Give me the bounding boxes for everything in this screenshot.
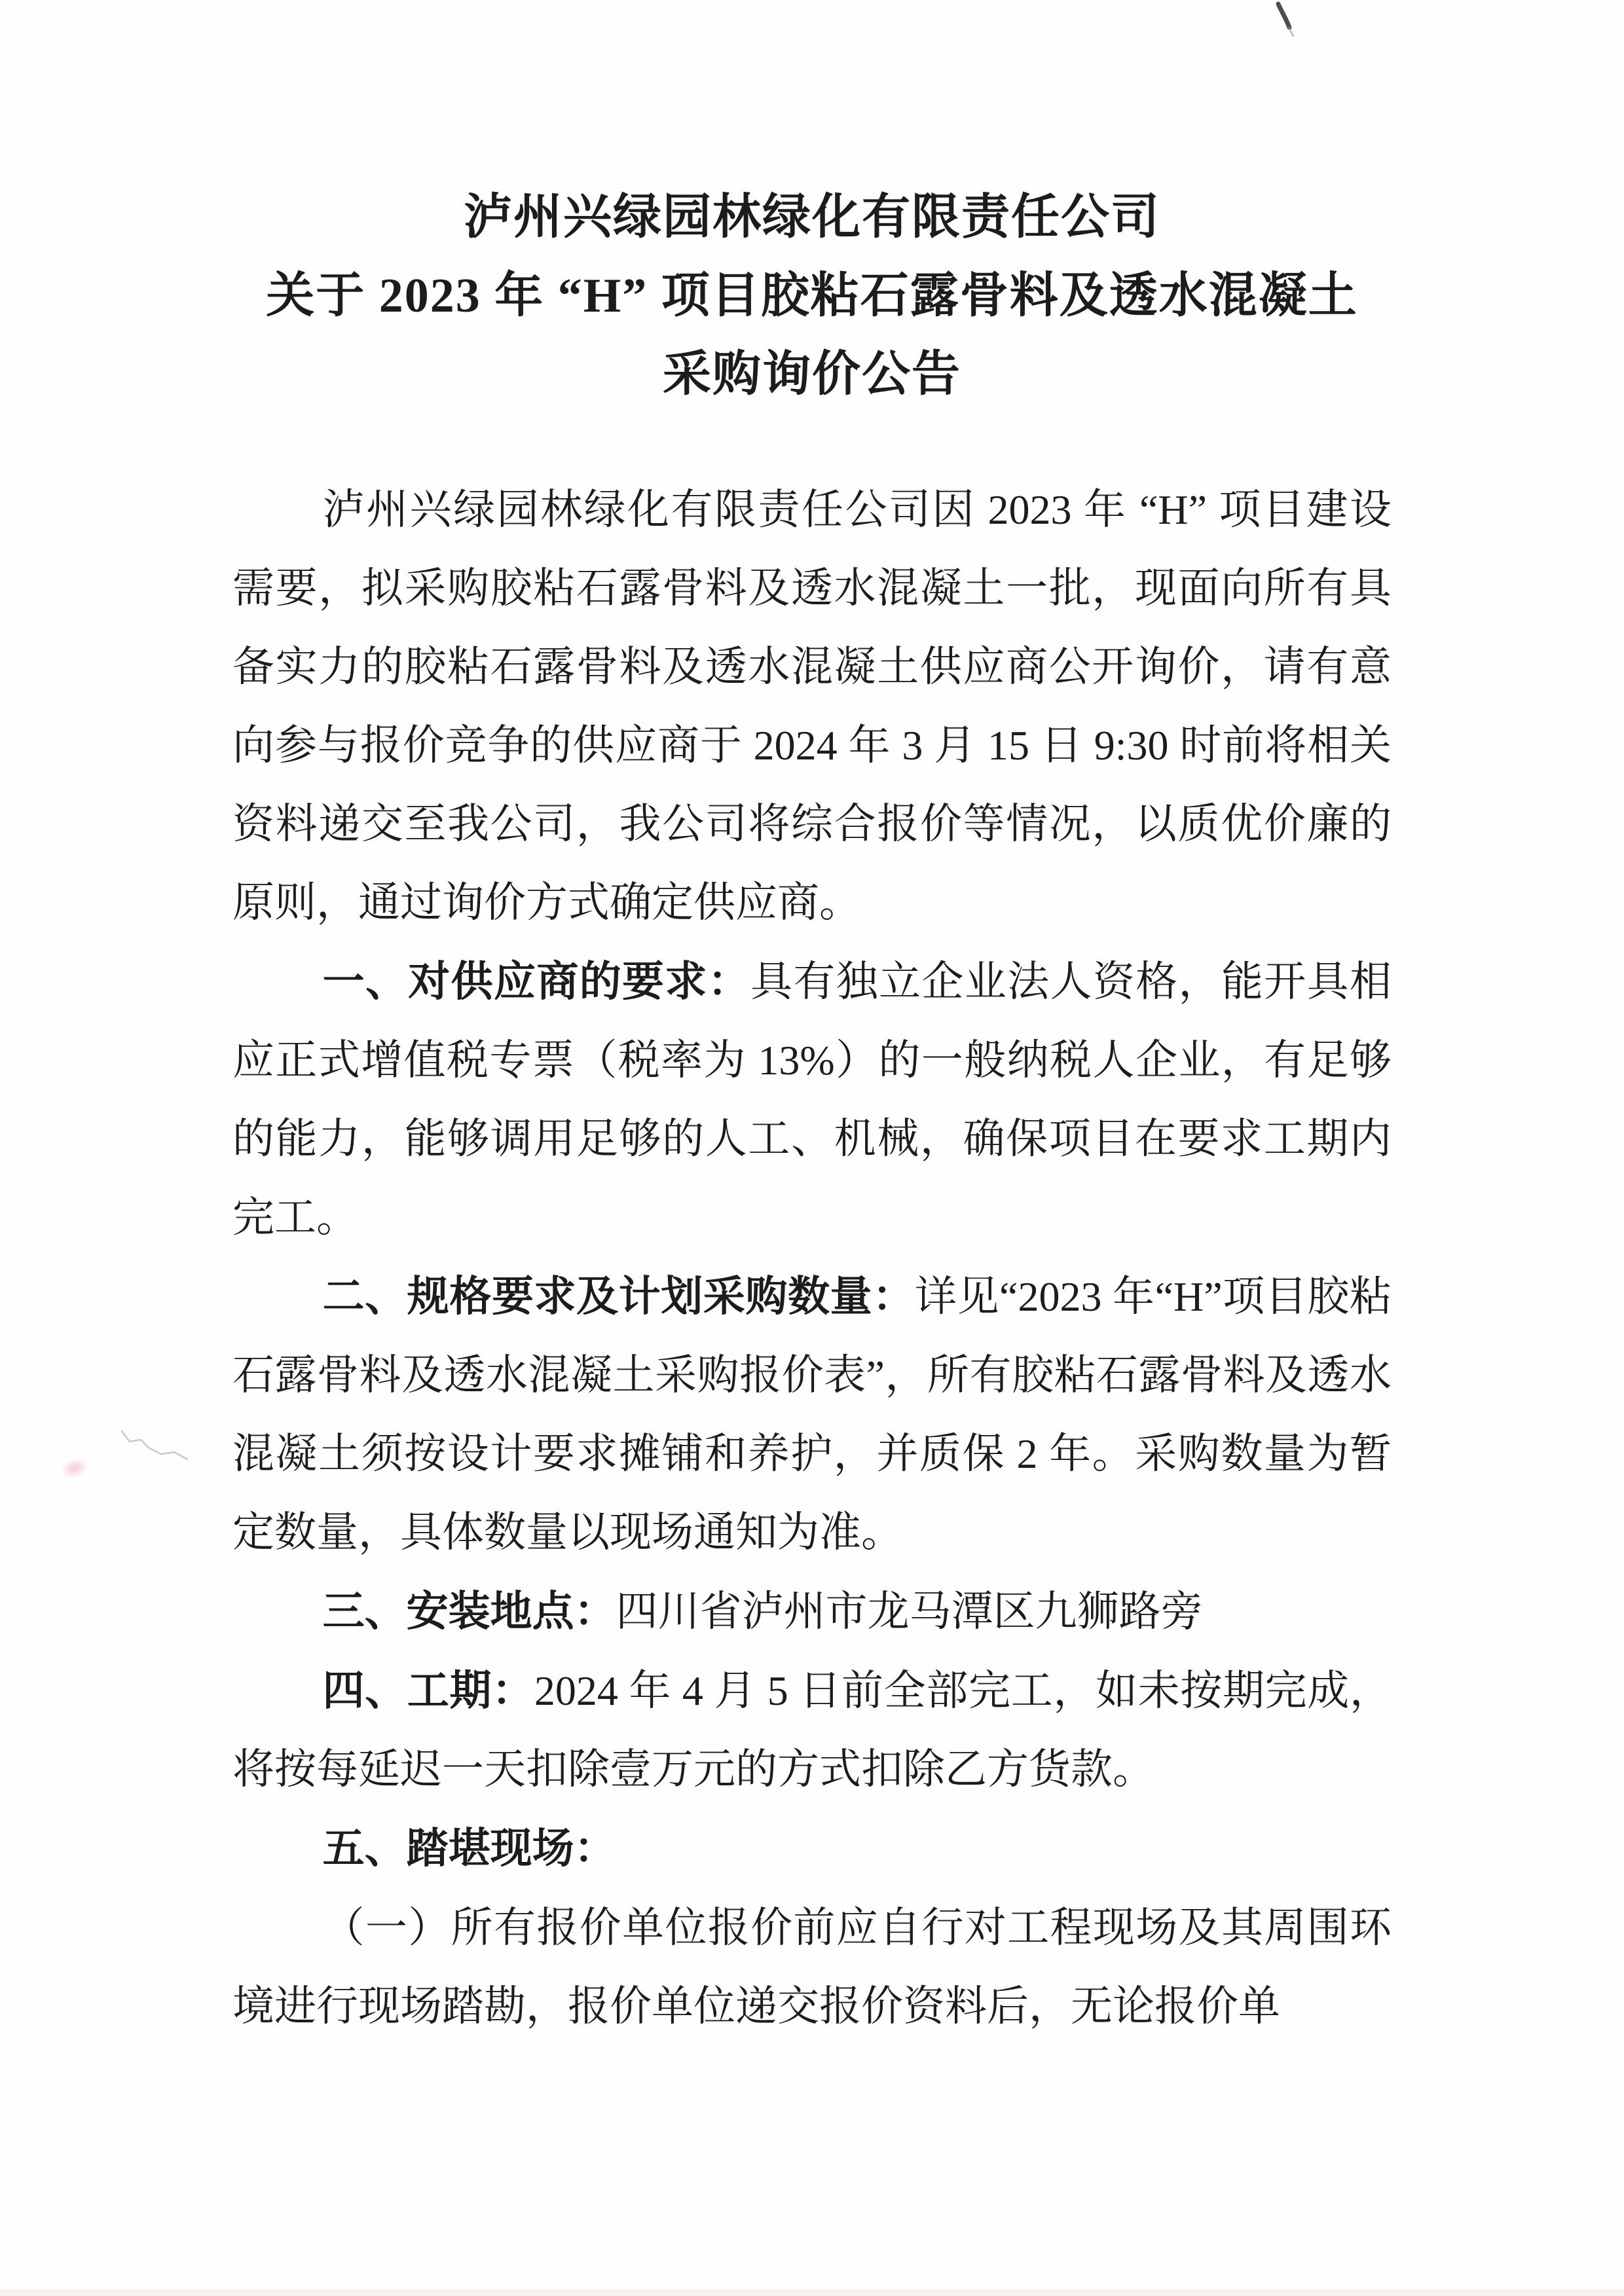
paragraph-section-4-schedule [232, 1651, 1392, 1809]
document-body [232, 470, 1392, 2046]
paragraph-site-visit-item-1 [232, 1888, 1392, 2046]
paragraph-text: 泸州兴绿园林绿化有限责任公司因 2023 年 “H” 项目建设需要，拟采购胶粘石露骨料及透水混凝土一批，现面向所有具备实力的胶粘石露骨料及透水混凝土供应商公开询价，请有意向参与报价竞争的供应商于 2024 年 3 月 15 日 9:30 时前将相关资料递交至我公司，我公司将综合报价等情况，以质优价廉的原则，通过询价方式确定供应商。 [232, 486, 1392, 926]
section-lead: 一、对供应商的要求： [322, 958, 751, 1005]
paragraph-section-5-site-visit [232, 1809, 1392, 1888]
paragraph-section-2-specs-quantity [232, 1257, 1392, 1572]
scanner-edge-artifact [0, 2289, 1624, 2296]
paragraph-section-3-install-location [232, 1572, 1392, 1651]
paragraph-section-1-supplier-requirements [232, 942, 1392, 1257]
paragraph-text: 四川省泸州市龙马潭区九狮路旁 [616, 1588, 1203, 1635]
title-line-notice-type: 采购询价公告 [663, 348, 961, 401]
title-line-company: 泸州兴绿园林绿化有限责任公司 [464, 191, 1160, 244]
pink-smudge-artifact [58, 1454, 92, 1482]
section-lead: 三、安装地点： [322, 1588, 616, 1635]
paragraph-text: 具有独立企业法人资格，能开具相应正式增值税专票（税率为 13%）的一般纳税人企业，有足够的能力，能够调用足够的人工、机械，确保项目在要求工期内完工。 [232, 958, 1392, 1241]
title-line-subject: 关于 2023 年 “H” 项目胶粘石露骨料及透水混凝土 [266, 269, 1358, 323]
crease-mark-artifact [110, 1422, 202, 1471]
section-lead: 四、工期： [322, 1667, 534, 1714]
section-lead: 五、踏堪现场： [322, 1825, 616, 1872]
document-title [0, 0, 1624, 414]
paragraph-intro [232, 470, 1392, 942]
section-lead: 二、规格要求及计划采购数量： [322, 1273, 915, 1320]
pen-mark-artifact [1263, 0, 1308, 46]
paragraph-text: 2024 年 4 月 5 日前全部完工，如未按期完成，将按每延迟一天扣除壹万元的方式扣除乙方货款。 [232, 1667, 1392, 1793]
paragraph-text: （一）所有报价单位报价前应自行对工程现场及其周围环境进行现场踏勘，报价单位递交报价资料后，无论报价单 [232, 1904, 1392, 2030]
paragraph-text: 详见“2023 年“H”项目胶粘石露骨料及透水混凝土采购报价表”，所有胶粘石露骨料及透水混凝土须按设计要求摊铺和养护，并质保 2 年。采购数量为暂定数量，具体数量以现场通知为准。 [232, 1273, 1392, 1556]
